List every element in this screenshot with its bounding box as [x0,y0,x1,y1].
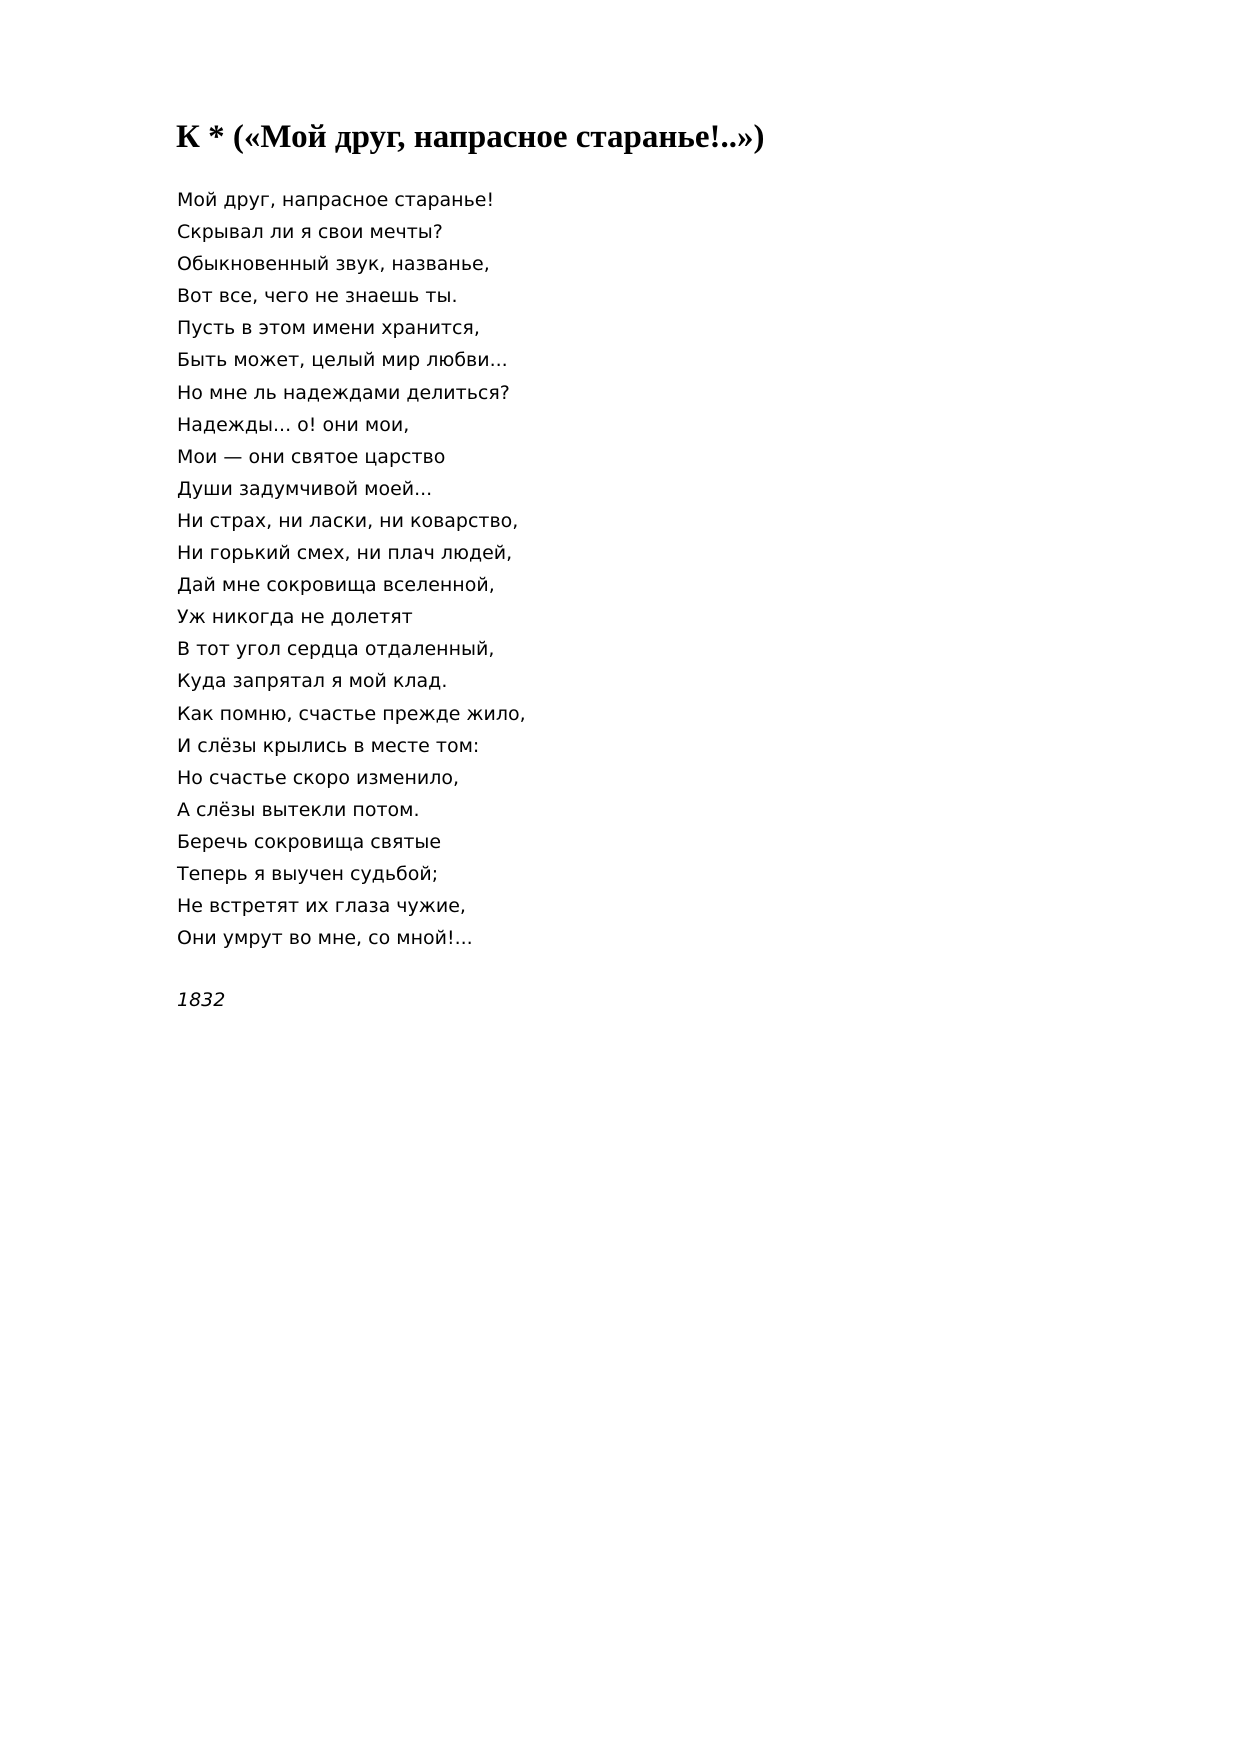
poem-line: Они умрут во мне, со мной!... [177,927,473,950]
poem-line: Беречь сокровища святые [177,830,442,853]
poem-line: Пусть в этом имени хранится, [177,317,480,340]
poem-line: И слёзы крылись в месте том: [177,734,480,757]
poem-line: Мои — они святое царство [177,445,446,468]
poem-line: Надежды... о! они мои, [177,413,410,436]
poem-line: Дай мне сокровища вселенной, [177,574,495,597]
poem-line: Не встретят их глаза чужие, [177,895,466,918]
poem-body [177,184,526,954]
poem-line: Уж никогда не долетят [177,606,413,629]
poem-line: Ни горький смех, ни плач людей, [177,542,513,565]
poem-line: Души задумчивой моей... [177,477,433,500]
poem-line: Ни страх, ни ласки, ни коварство, [177,509,519,532]
poem-line: Скрывал ли я свои мечты? [177,221,443,244]
poem-line: Мой друг, напрасное старанье! [177,189,495,211]
poem-line: Быть может, целый мир любви... [177,349,508,372]
poem-line: Теперь я выучен судьбой; [177,862,439,885]
poem-line: Но мне ль надеждами делиться? [177,381,510,404]
poem-line: Куда запрятал я мой клад. [177,670,448,693]
poem-line: А слёзы вытекли потом. [177,798,420,821]
poem-line: Но счастье скоро изменило, [177,766,460,789]
poem-title: К * («Мой друг, напрасное старанье!..») [176,119,765,155]
poem-line: Как помню, счастье прежде жило, [177,702,526,725]
poem-line: Вот все, чего не знаешь ты. [177,285,458,308]
poem-year: 1832 [177,989,226,1011]
poem-line: В тот угол сердца отдаленный, [177,638,495,661]
poem-line: Обыкновенный звук, названье, [177,253,490,276]
